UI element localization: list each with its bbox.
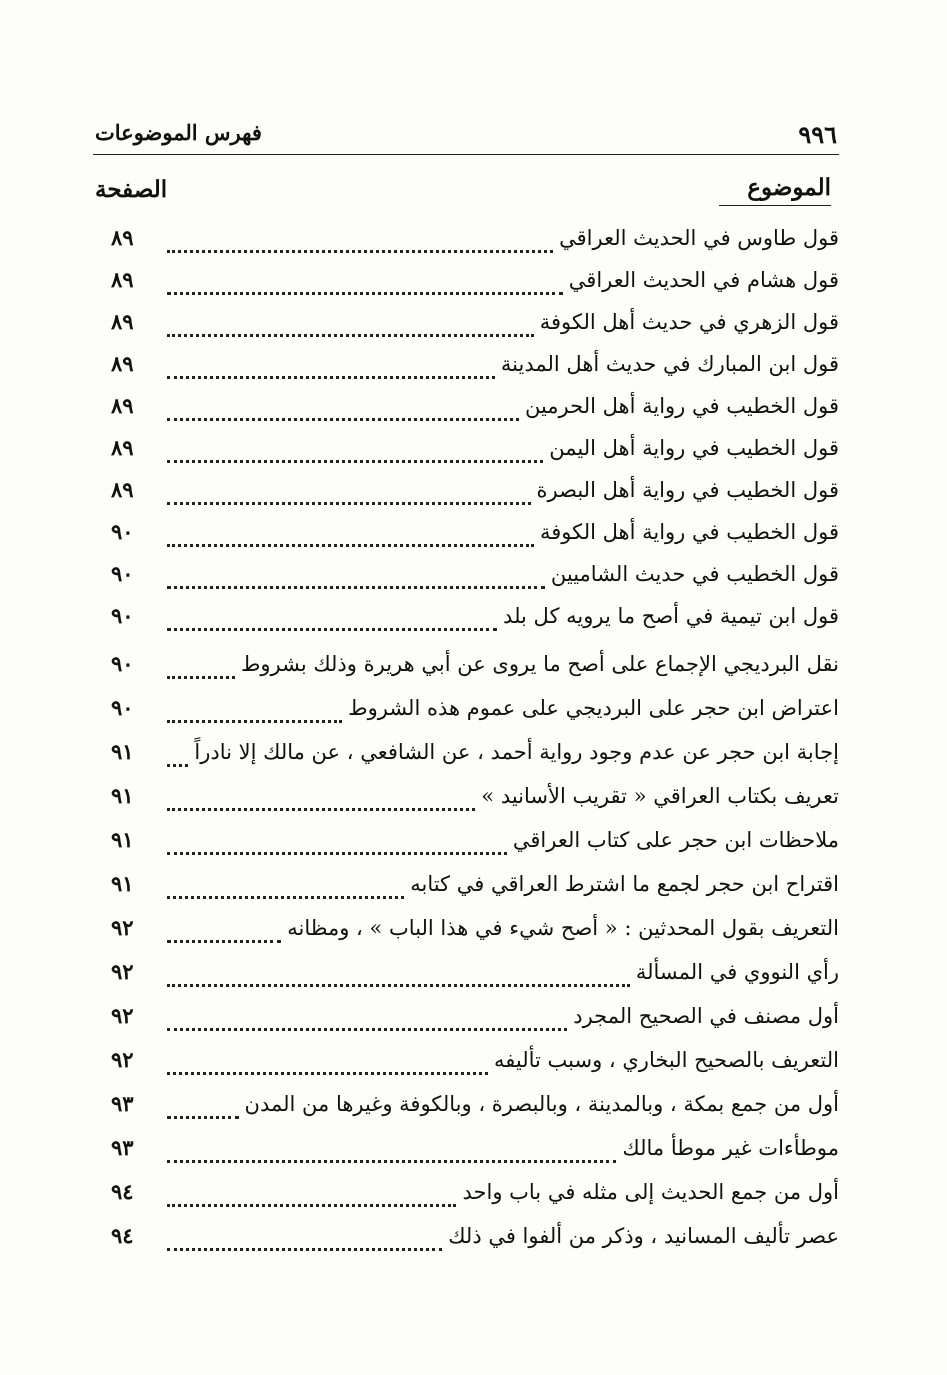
toc-entry-page: ٩٢ — [111, 915, 134, 940]
toc-entry-title: قول طاوس في الحديث العراقي — [559, 226, 839, 250]
toc-entry-page: ٩١ — [111, 827, 134, 852]
dot-leader — [167, 764, 188, 767]
toc-entry-page: ٨٩ — [111, 393, 134, 418]
toc-entry — [105, 651, 839, 687]
toc-entry — [105, 435, 839, 471]
toc-entry-page: ٩٤ — [111, 1179, 134, 1204]
toc-entry-page: ٨٩ — [111, 351, 134, 376]
toc-entry-page: ٩٠ — [111, 695, 134, 720]
toc-entry-title: موطأءات غير موطأ مالك — [622, 1136, 839, 1160]
toc-entry — [105, 783, 839, 819]
dot-leader — [167, 334, 534, 337]
toc-entry — [105, 827, 839, 863]
toc-entry-page: ٩١ — [111, 871, 134, 896]
toc-entry — [105, 1179, 839, 1215]
toc-entry-title: قول الخطيب في رواية أهل الحرمين — [524, 394, 839, 418]
dot-leader — [167, 502, 531, 505]
toc-entry-title: عصر تأليف المسانيد ، وذكر من ألفوا في ذلك — [448, 1224, 839, 1248]
toc-entry-page: ٨٩ — [111, 477, 134, 502]
toc-entry — [105, 561, 839, 597]
toc-entry-title: إجابة ابن حجر عن عدم وجود رواية أحمد ، عن الشافعي ، عن مالك إلا نادراً — [194, 740, 839, 764]
page-number: ٩٩٦ — [798, 120, 837, 149]
toc-entry-title: قول الخطيب في رواية أهل اليمن — [549, 436, 839, 460]
toc-entry-page: ٩٢ — [111, 1003, 134, 1028]
toc-entry-title: التعريف بقول المحدثين : « أصح شيء في هذا الباب » ، ومظانه — [287, 916, 839, 940]
topic-column-heading: الموضوع — [719, 174, 831, 206]
toc-entry-page: ٩٣ — [111, 1091, 134, 1116]
toc-entry — [105, 267, 839, 303]
dot-leader — [167, 808, 475, 811]
toc-entry-title: قول الخطيب في حديث الشاميين — [550, 562, 839, 586]
dot-leader — [167, 720, 342, 723]
page-header — [93, 120, 839, 155]
toc-entry-title: اعتراض ابن حجر على البرديجي على عموم هذه الشروط — [348, 696, 839, 720]
toc-entry-page: ٨٩ — [111, 435, 134, 460]
dot-leader — [167, 1072, 488, 1075]
toc-entry-title: قول ابن تيمية في أصح ما يرويه كل بلد — [503, 604, 839, 628]
toc-entry-page: ٩٠ — [111, 603, 134, 628]
toc-entry-title: تعريف بكتاب العراقي « تقريب الأسانيد » — [481, 784, 839, 808]
dot-leader — [167, 940, 281, 943]
toc-entry-title: قول الخطيب في رواية أهل البصرة — [536, 478, 839, 502]
toc-entry — [105, 1135, 839, 1171]
toc-entry-page: ٩٤ — [111, 1223, 134, 1248]
dot-leader — [167, 586, 545, 589]
toc-entry-title: قول ابن المبارك في حديث أهل المدينة — [500, 352, 839, 376]
toc-entry — [105, 477, 839, 513]
toc-entry-title: أول مصنف في الصحيح المجرد — [573, 1004, 839, 1028]
toc-entry-title: نقل البرديجي الإجماع على أصح ما يروى عن أبي هريرة وذلك بشروط — [240, 652, 839, 676]
dot-leader — [167, 1160, 616, 1163]
toc-entry-page: ٩٣ — [111, 1135, 134, 1160]
dot-leader — [167, 1204, 456, 1207]
dot-leader — [167, 460, 543, 463]
toc-entry — [105, 871, 839, 907]
toc-entry-page: ٩١ — [111, 739, 134, 764]
toc-entry-page: ٨٩ — [111, 267, 134, 292]
dot-leader — [167, 984, 630, 987]
dot-leader — [167, 544, 534, 547]
toc-entry-page: ٩٠ — [111, 651, 134, 676]
dot-leader — [167, 418, 519, 421]
dot-leader — [167, 676, 235, 679]
page-column-heading: الصفحة — [95, 176, 168, 203]
toc-entry — [105, 1003, 839, 1039]
toc-entry-title: قول هشام في الحديث العراقي — [568, 268, 839, 292]
toc-entry — [105, 915, 839, 951]
toc-entry-title: رأي النووي في المسألة — [635, 960, 839, 984]
toc-entry-page: ٩٠ — [111, 519, 134, 544]
dot-leader — [167, 1116, 239, 1119]
toc-entry-title: أول من جمع الحديث إلى مثله في باب واحد — [462, 1180, 839, 1204]
toc-entry-page: ٨٩ — [111, 309, 134, 334]
toc-entry-page: ٩٢ — [111, 1047, 134, 1072]
toc-entry-title: قول الزهري في حديث أهل الكوفة — [539, 310, 839, 334]
toc-entry — [105, 1047, 839, 1083]
toc-entry-title: ملاحظات ابن حجر على كتاب العراقي — [512, 828, 839, 852]
toc-entry-page: ٨٩ — [111, 225, 134, 250]
dot-leader — [167, 1248, 442, 1251]
toc-entry — [105, 695, 839, 731]
dot-leader — [167, 896, 404, 899]
toc-entry-page: ٩٠ — [111, 561, 134, 586]
toc-entry-title: قول الخطيب في رواية أهل الكوفة — [539, 520, 839, 544]
toc-entry-title: أول من جمع بمكة ، وبالمدينة ، وبالبصرة ، وبالكوفة وغيرها من المدن — [244, 1092, 839, 1116]
toc-entry — [105, 225, 839, 261]
dot-leader — [167, 376, 495, 379]
column-headers — [93, 174, 839, 214]
toc-entry — [105, 1091, 839, 1127]
toc-entry — [105, 1223, 839, 1259]
toc-entry-title: اقتراح ابن حجر لجمع ما اشترط العراقي في كتابه — [410, 872, 839, 896]
toc-entry — [105, 739, 839, 775]
toc-entry — [105, 309, 839, 345]
dot-leader — [167, 852, 507, 855]
toc-entry — [105, 519, 839, 555]
dot-leader — [167, 1028, 567, 1031]
toc-entry-title: التعريف بالصحيح البخاري ، وسبب تأليفه — [494, 1048, 839, 1072]
toc-entry-page: ٩٢ — [111, 959, 134, 984]
toc-entry — [105, 351, 839, 387]
toc-entry — [105, 393, 839, 429]
running-title: فهرس الموضوعات — [95, 120, 262, 145]
dot-leader — [167, 250, 553, 253]
toc-entry — [105, 603, 839, 639]
dot-leader — [167, 628, 497, 631]
dot-leader — [167, 292, 563, 295]
toc-entry — [105, 959, 839, 995]
toc-entry-page: ٩١ — [111, 783, 134, 808]
